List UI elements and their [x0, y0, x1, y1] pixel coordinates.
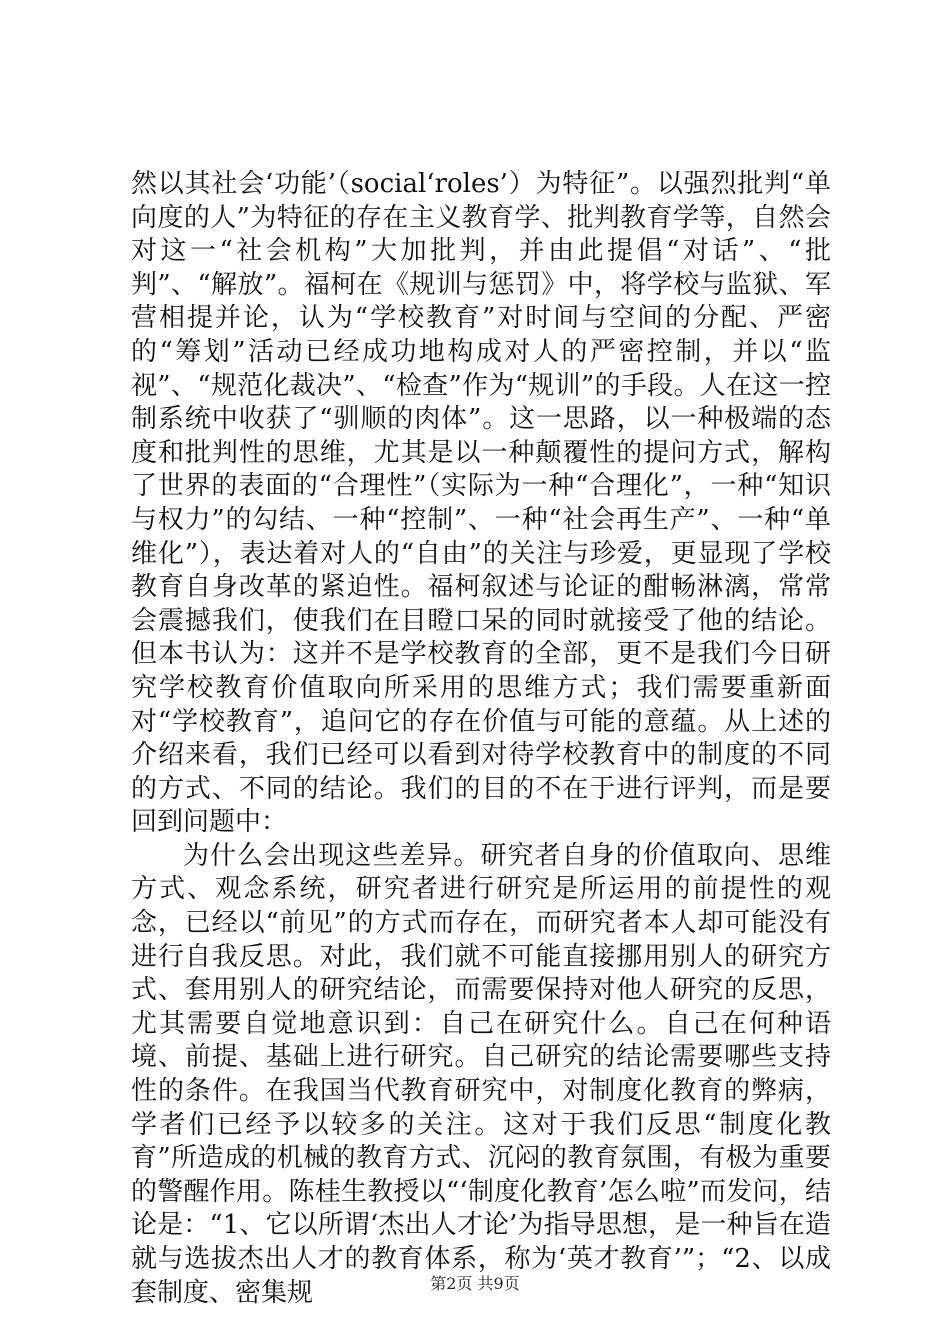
page-footer: 第2页 共9页 — [430, 1274, 520, 1293]
paragraph-2: 为什么会出现这些差异。研究者自身的价值取向、思维方式、观念系统，研究者进行研究是所运用的前提性的观念，已经以“前见”的方式而存在，而研究者本人却可能没有进行自我反思。对此，我们就不可能直接挪用别人的研究方式、套用别人的研究结论，而需要保持对他人研究的反思，尤其需要自觉地意识到：自己在研究什么。自己在何种语境、前提、基础上进行研究。自己研究的结论需要哪些支持性的条件。在我国当代教育研究中，对制度化教育的弊病，学者们已经予以较多的关注。这对于我们反思“制度化教育”所造成的机械的教育方式、沉闷的教育氛围，有极为重要的警醒作用。陈桂生教授以“‘制度化教育’怎么啦”而发问，结论是：“1、它以所谓‘杰出人才论’为指导思想，是一种旨在造就与选拔杰出人才的教育体系，称为‘英才教育’”；“2、以成套制度、密集规 — [131, 840, 831, 1308]
body-text — [131, 168, 831, 1310]
paragraph-1: 然以其社会‘功能’（social‘roles’）为特征”。以强烈批判“单向度的人”为特征的存在主义教育学、批判教育学等，自然会对这一“社会机构”大加批判，并由此提倡“对话”、“批判”、“解放”。福柯在《规训与惩罚》中，将学校与监狱、军营相提并论，认为“学校教育”对时间与空间的分配、严密的“筹划”活动已经成功地构成对人的严密控制，并以“监视”、“规范化裁决”、“检查”作为“规训”的手段。人在这一控制系统中收获了“驯顺的肉体”。这一思路，以一种极端的态度和批判性的思维，尤其是以一种颠覆性的提问方式，解构了世界的表面的“合理性”（实际为一种“合理化”，一种“知识与权力”的勾结、一种“控制”、一种“社会再生产”、一种“单维化”），表达着对人的“自由”的关注与珍爱，更显现了学校教育自身改革的紧迫性。福柯叙述与论证的酣畅淋漓，常常会震撼我们，使我们在目瞪口呆的同时就接受了他的结论。但本书认为：这并不是学校教育的全部，更不是我们今日研究学校教育价值取向所采用的思维方式；我们需要重新面对“学校教育”，追问它的存在价值与可能的意蕴。从上述的介绍来看，我们已经可以看到对待学校教育中的制度的不同的方式、不同的结论。我们的目的不在于进行评判，而是要回到问题中： — [131, 169, 831, 838]
